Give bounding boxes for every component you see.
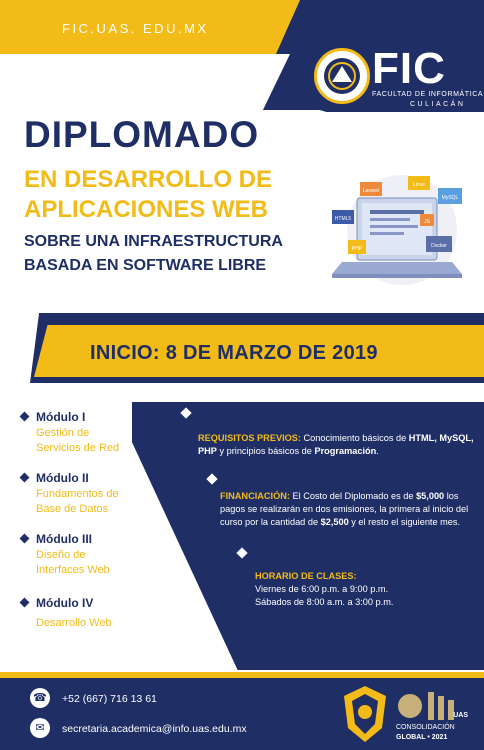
svg-text:PHP: PHP [351, 246, 363, 252]
uas-label: UAS [453, 712, 468, 719]
consolidacion-label: CONSOLIDACIÓN [396, 724, 455, 731]
module-title: Módulo III [20, 532, 170, 546]
svg-text:Laravel: Laravel [362, 188, 380, 194]
laptop-illustration [322, 170, 472, 310]
schedule-line: Sábados de 8:00 a.m. a 3:00 p.m. [255, 597, 394, 607]
module-desc: Desarrollo Web [36, 617, 112, 629]
contact-email[interactable]: secretaria.academica@info.uas.edu.mx [62, 723, 247, 735]
fic-logo-subtitle: FACULTAD DE INFORMÁTICA [372, 91, 484, 98]
contact-phone[interactable]: +52 (667) 716 13 61 [62, 693, 157, 705]
svg-text:Docker: Docker [431, 243, 447, 249]
module-3 [20, 532, 170, 578]
financing-label: FINANCIACIÓN: [220, 491, 290, 501]
schedule-label: HORARIO DE CLASES: [255, 571, 357, 581]
module-title: Módulo II [20, 471, 170, 485]
laptop-icon [322, 170, 472, 310]
schedule-text [255, 570, 475, 609]
uas-crest-icon [340, 684, 390, 749]
course-title: EN DESARROLLO DE APLICACIONES WEB [24, 166, 273, 223]
module-4 [20, 596, 170, 631]
svg-text:MySQL: MySQL [441, 195, 459, 201]
fic-logo-text: FIC [372, 44, 446, 93]
module-desc: Fundamentos de Base de Datos [36, 488, 119, 515]
svg-text:HTML5: HTML5 [334, 216, 352, 222]
fic-logo-city: CULIACÁN [410, 101, 466, 108]
module-desc: Diseño de Interfaces Web [36, 549, 110, 576]
requirements-label: REQUISITOS PREVIOS: [198, 433, 301, 443]
header-white-tab [0, 54, 290, 114]
fic-emblem-icon [314, 48, 370, 104]
emblem-graphic [322, 56, 362, 96]
module-1 [20, 410, 170, 456]
email-icon: ✉ [30, 718, 50, 738]
financing-text: FINANCIACIÓN: El Costo del Diplomado es de $5,000 los pagos se realizarán en dos emisiones, la primera al inicio del curso por la cantidad de $2,500 y el resto el siguiente mes. [220, 491, 469, 527]
site-url[interactable]: FIC.UAS. EDU.MX [62, 21, 209, 36]
consolidacion-logo [394, 684, 474, 746]
schedule-line: Viernes de 6:00 p.m. a 9:00 p.m. [255, 584, 389, 594]
subtitle-line-1: SOBRE UNA INFRAESTRUCTURA [24, 233, 283, 250]
course-subtitle [24, 230, 314, 278]
module-2 [20, 471, 170, 517]
subtitle-line-2: BASADA EN SOFTWARE LIBRE [24, 257, 267, 274]
svg-text:JS: JS [424, 219, 430, 225]
module-title: Módulo I [20, 410, 170, 424]
module-title: Módulo IV [20, 596, 170, 610]
module-desc: Gestión de Servicios de Red [36, 427, 120, 454]
requirements-text: REQUISITOS PREVIOS: Conocimiento básicos de HTML, MySQL, PHP y principios básicos de Programación. [198, 433, 474, 456]
phone-icon: ☎ [30, 688, 50, 708]
page-title: DIPLOMADO [24, 114, 260, 155]
global-label: GLOBAL • 2021 [396, 734, 448, 741]
svg-text:Linux: Linux [413, 182, 425, 188]
start-date: INICIO: 8 DE MARZO DE 2019 [90, 342, 378, 364]
